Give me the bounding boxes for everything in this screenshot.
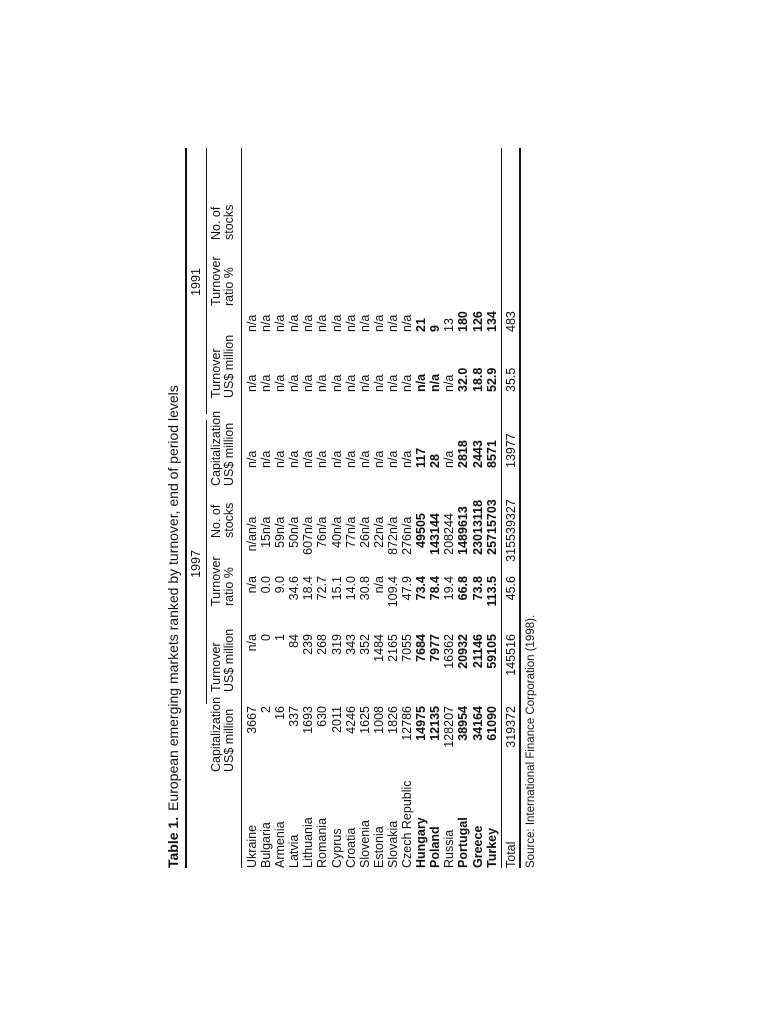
value-cell: 13118 — [470, 499, 485, 534]
col-header-ratio-1991 — [210, 256, 236, 306]
country-cell: Poland — [428, 826, 443, 868]
value-cell: 18.4 — [301, 576, 316, 601]
col-header-line: Capitalization — [209, 410, 223, 486]
value-cell: 14.0 — [343, 576, 358, 601]
value-cell: 630 — [315, 706, 330, 727]
value-cell: 343 — [343, 634, 358, 655]
group-header-1997: 1997 — [189, 550, 203, 578]
value-cell: 7055 — [400, 634, 415, 662]
value-cell: n/a — [259, 374, 274, 392]
country-cell: Greece — [470, 825, 485, 868]
value-cell: 2165 — [385, 634, 400, 662]
value-cell: 3155 — [503, 534, 518, 562]
value-cell: n/a — [385, 516, 400, 534]
value-cell: n/a — [245, 634, 259, 652]
value-cell: n/a — [273, 516, 288, 534]
value-cell: 148 — [456, 534, 471, 555]
value-cell: n/a — [442, 374, 457, 392]
value-cell: 30.8 — [357, 576, 372, 601]
value-cell: n/a — [385, 314, 400, 332]
value-cell: 1008 — [371, 706, 386, 734]
value-cell: 1 — [273, 634, 288, 641]
value-cell: 144 — [428, 513, 443, 534]
value-cell: 73.8 — [470, 576, 485, 601]
value-cell: 13 — [442, 318, 457, 332]
col-header-line: Turnover — [209, 642, 223, 692]
value-cell: n/a — [273, 450, 288, 468]
value-cell: n/a — [315, 314, 330, 332]
group-underline-1991 — [206, 148, 207, 414]
col-header-line: No. of — [209, 504, 223, 538]
value-cell: 7977 — [428, 634, 443, 662]
country-cell: Total — [503, 841, 518, 868]
country-cell: Cyprus — [329, 828, 344, 868]
col-header-cap-1991 — [210, 411, 236, 486]
value-cell: 239 — [301, 634, 316, 655]
table-row — [442, 282, 456, 868]
col-header-ratio-1997 — [210, 556, 236, 606]
value-cell: 16362 — [442, 634, 457, 669]
value-cell: 32.0 — [456, 367, 471, 392]
value-cell: n/a — [315, 450, 330, 468]
value-cell: 22 — [371, 534, 386, 548]
value-cell: 117 — [414, 447, 429, 468]
value-cell: 352 — [357, 634, 372, 655]
value-cell: 268 — [315, 634, 330, 655]
value-cell: 50 — [287, 534, 302, 548]
value-cell: n/a — [385, 374, 400, 392]
country-cell: Slovakia — [385, 820, 400, 868]
table-row — [456, 282, 470, 868]
value-cell: 145516 — [503, 634, 518, 676]
value-cell: 2443 — [470, 440, 485, 468]
value-cell: n/a — [329, 516, 344, 534]
value-cell: 59 — [273, 534, 288, 548]
country-cell: Latvia — [287, 834, 302, 868]
value-cell: n/a — [273, 314, 288, 332]
value-cell: n/a — [287, 516, 302, 534]
value-cell: 113.5 — [484, 576, 499, 607]
value-cell: 2 — [259, 706, 274, 713]
group-underline-1997 — [206, 420, 207, 704]
country-cell: Romania — [315, 817, 330, 868]
col-header-turnover-1997 — [210, 629, 236, 692]
value-cell: 84 — [287, 634, 302, 648]
col-header-line: No. of — [209, 206, 223, 240]
value-cell: 180 — [456, 311, 471, 332]
value-cell: 77 — [343, 534, 358, 548]
value-cell: n/a — [273, 374, 288, 392]
value-cell: 128207 — [442, 706, 457, 748]
value-cell: 39327 — [503, 499, 518, 534]
value-cell: n/a — [329, 374, 344, 392]
total-rule — [501, 148, 502, 868]
country-cell: Bulgaria — [259, 822, 274, 868]
col-header-line: US$ million — [222, 334, 236, 398]
table-row — [471, 282, 485, 868]
value-cell: 9.0 — [273, 576, 288, 594]
value-cell: n/a — [301, 516, 316, 534]
value-cell: n/a — [357, 516, 372, 534]
top-rule — [185, 148, 187, 868]
country-cell: Estonia — [371, 826, 386, 868]
value-cell: n/a — [287, 374, 302, 392]
value-cell: 483 — [503, 311, 518, 332]
value-cell: 73.4 — [414, 576, 429, 601]
value-cell: 3667 — [245, 706, 259, 734]
source-note: Source: International Finance Corporation (1998). — [525, 614, 537, 868]
country-cell: Portugal — [456, 817, 471, 868]
value-cell: 15 — [259, 534, 274, 548]
country-cell: Armenia — [273, 821, 288, 868]
value-cell: n/a — [301, 314, 316, 332]
value-cell: 15.1 — [329, 576, 344, 601]
value-cell: 66.8 — [456, 576, 471, 601]
table-row — [428, 282, 442, 868]
col-header-cap-1997 — [210, 697, 236, 772]
value-cell: 257 — [484, 534, 499, 555]
value-cell: n/a — [357, 314, 372, 332]
value-cell: 1484 — [371, 634, 386, 662]
table-row — [386, 282, 400, 868]
value-cell: 52.9 — [484, 367, 499, 392]
col-header-line: stocks — [222, 502, 236, 538]
value-cell: 76 — [315, 534, 330, 548]
value-cell: n/a — [371, 516, 386, 534]
value-cell: 34164 — [470, 706, 485, 741]
value-cell: 2818 — [456, 440, 471, 468]
value-cell: n/a — [371, 374, 386, 392]
value-cell: n/a — [343, 516, 358, 534]
value-cell: 47.9 — [400, 576, 415, 601]
value-cell: n/a — [400, 450, 415, 468]
value-cell: n/a — [259, 314, 274, 332]
value-cell: n/a — [245, 314, 259, 332]
value-cell: 12786 — [400, 706, 415, 741]
value-cell: n/a — [329, 450, 344, 468]
value-cell: 1625 — [357, 706, 372, 734]
value-cell: 872 — [385, 534, 400, 555]
value-cell: 9 — [428, 325, 443, 332]
value-cell: 19.4 — [442, 576, 457, 601]
value-cell: 143 — [428, 534, 443, 555]
markets-table — [245, 282, 518, 868]
table-row — [287, 282, 301, 868]
value-cell: 230 — [470, 534, 485, 555]
country-cell: Slovenia — [357, 820, 372, 868]
table-row — [485, 282, 499, 868]
value-cell: n/a — [371, 450, 386, 468]
bottom-rule — [519, 148, 521, 868]
col-header-turnover-1991 — [210, 335, 236, 398]
table-title-text: European emerging markets ranked by turnover, end of period levels — [165, 385, 181, 811]
table-row — [414, 282, 428, 868]
value-cell: 40 — [329, 534, 344, 548]
value-cell: n/a — [259, 450, 274, 468]
value-cell: 1826 — [385, 706, 400, 734]
value-cell: 18.8 — [470, 367, 485, 392]
header-rule — [241, 148, 242, 868]
table-row — [301, 282, 315, 868]
group-header-1991: 1991 — [189, 268, 203, 296]
value-cell: 337 — [287, 706, 302, 727]
col-header-line: ratio % — [222, 267, 236, 306]
value-cell: 244 — [442, 513, 457, 534]
value-cell: n/a — [343, 450, 358, 468]
country-cell: Russia — [442, 829, 457, 868]
value-cell: 78.4 — [428, 576, 443, 601]
value-cell: n/a — [371, 576, 386, 594]
value-cell: n/a — [259, 516, 274, 534]
value-cell: n/a — [245, 516, 259, 534]
value-cell: 72.7 — [315, 576, 330, 601]
value-cell: 126 — [470, 311, 485, 332]
col-header-stocks-1991 — [210, 205, 236, 240]
value-cell: n/a — [371, 314, 386, 332]
value-cell: 45.6 — [503, 576, 518, 601]
country-cell: Turkey — [484, 827, 499, 868]
value-cell: 8571 — [484, 440, 499, 468]
value-cell: 134 — [484, 311, 499, 332]
table-label: Table 1. — [165, 816, 181, 868]
value-cell: 35.5 — [503, 367, 518, 392]
value-cell: 38954 — [456, 706, 471, 741]
value-cell: 59105 — [484, 634, 499, 669]
value-cell: n/a — [428, 373, 443, 392]
value-cell: n/a — [414, 373, 429, 392]
value-cell: n/a — [442, 450, 457, 468]
value-cell: 109.4 — [385, 576, 400, 608]
value-cell: n/a — [245, 450, 259, 468]
value-cell: n/a — [357, 374, 372, 392]
value-cell: 0.0 — [259, 576, 274, 594]
value-cell: 2011 — [329, 706, 344, 733]
value-cell: 12135 — [428, 706, 443, 741]
col-header-line: ratio % — [222, 567, 236, 606]
table-row — [372, 282, 386, 868]
value-cell: 319 — [329, 634, 344, 655]
value-cell: 1693 — [301, 706, 316, 734]
col-header-line: Turnover — [209, 556, 223, 606]
value-cell: n/a — [400, 374, 415, 392]
value-cell: 208 — [442, 534, 457, 555]
country-cell: Hungary — [414, 817, 429, 868]
value-cell: n/a — [245, 576, 259, 594]
col-header-line: Turnover — [209, 348, 223, 398]
value-cell: 15703 — [484, 499, 499, 534]
value-cell: n/a — [343, 374, 358, 392]
value-cell: n/a — [301, 450, 316, 468]
value-cell: n/a — [400, 314, 415, 332]
col-header-line: Capitalization — [209, 696, 223, 772]
value-cell: 607 — [301, 534, 316, 555]
value-cell: n/a — [343, 314, 358, 332]
value-cell: 21 — [414, 318, 429, 332]
value-cell: n/a — [301, 374, 316, 392]
col-header-line: US$ million — [222, 628, 236, 692]
col-header-line: US$ million — [222, 422, 236, 486]
country-cell: Lithuania — [301, 817, 316, 868]
value-cell: n/a — [400, 516, 415, 534]
value-cell: 20932 — [456, 634, 471, 669]
value-cell: 7684 — [414, 634, 429, 662]
table-row — [344, 282, 358, 868]
value-cell: 319372 — [503, 706, 518, 748]
value-cell: 14975 — [414, 706, 429, 741]
value-cell: n/a — [245, 374, 259, 392]
value-cell: 0 — [259, 634, 274, 641]
col-header-line: US$ million — [222, 708, 236, 772]
table-row — [358, 282, 372, 868]
col-header-stocks-1997 — [210, 503, 236, 538]
country-cell: Czech Republic — [400, 780, 415, 868]
table-row — [400, 282, 414, 868]
value-cell: n/a — [287, 450, 302, 468]
value-cell: 13977 — [503, 433, 518, 468]
country-cell: Croatia — [343, 827, 358, 868]
value-cell: 16 — [273, 706, 288, 720]
table-row — [273, 282, 287, 868]
value-cell: 49 — [414, 534, 429, 548]
value-cell: 34.6 — [287, 576, 302, 601]
rotated-table-page — [165, 148, 605, 868]
value-cell: n/a — [245, 534, 259, 552]
table-row — [315, 282, 329, 868]
table-row — [330, 282, 344, 868]
value-cell: 4246 — [343, 706, 358, 734]
value-cell: 276 — [400, 534, 415, 555]
value-cell: 9613 — [456, 506, 471, 534]
value-cell: n/a — [329, 314, 344, 332]
value-cell: n/a — [315, 374, 330, 392]
value-cell: n/a — [287, 314, 302, 332]
value-cell: 28 — [428, 454, 443, 468]
value-cell: 505 — [414, 513, 429, 534]
country-cell: Ukraine — [245, 824, 259, 868]
value-cell: 21146 — [470, 634, 485, 669]
value-cell: n/a — [357, 450, 372, 468]
value-cell: 61090 — [484, 706, 499, 741]
value-cell: n/a — [315, 516, 330, 534]
value-cell: n/a — [385, 450, 400, 468]
value-cell: 26 — [357, 534, 372, 548]
table-title — [165, 385, 181, 868]
col-header-line: Turnover — [209, 256, 223, 306]
table-row — [245, 282, 259, 868]
table-row — [259, 282, 273, 868]
col-header-line: stocks — [222, 204, 236, 240]
